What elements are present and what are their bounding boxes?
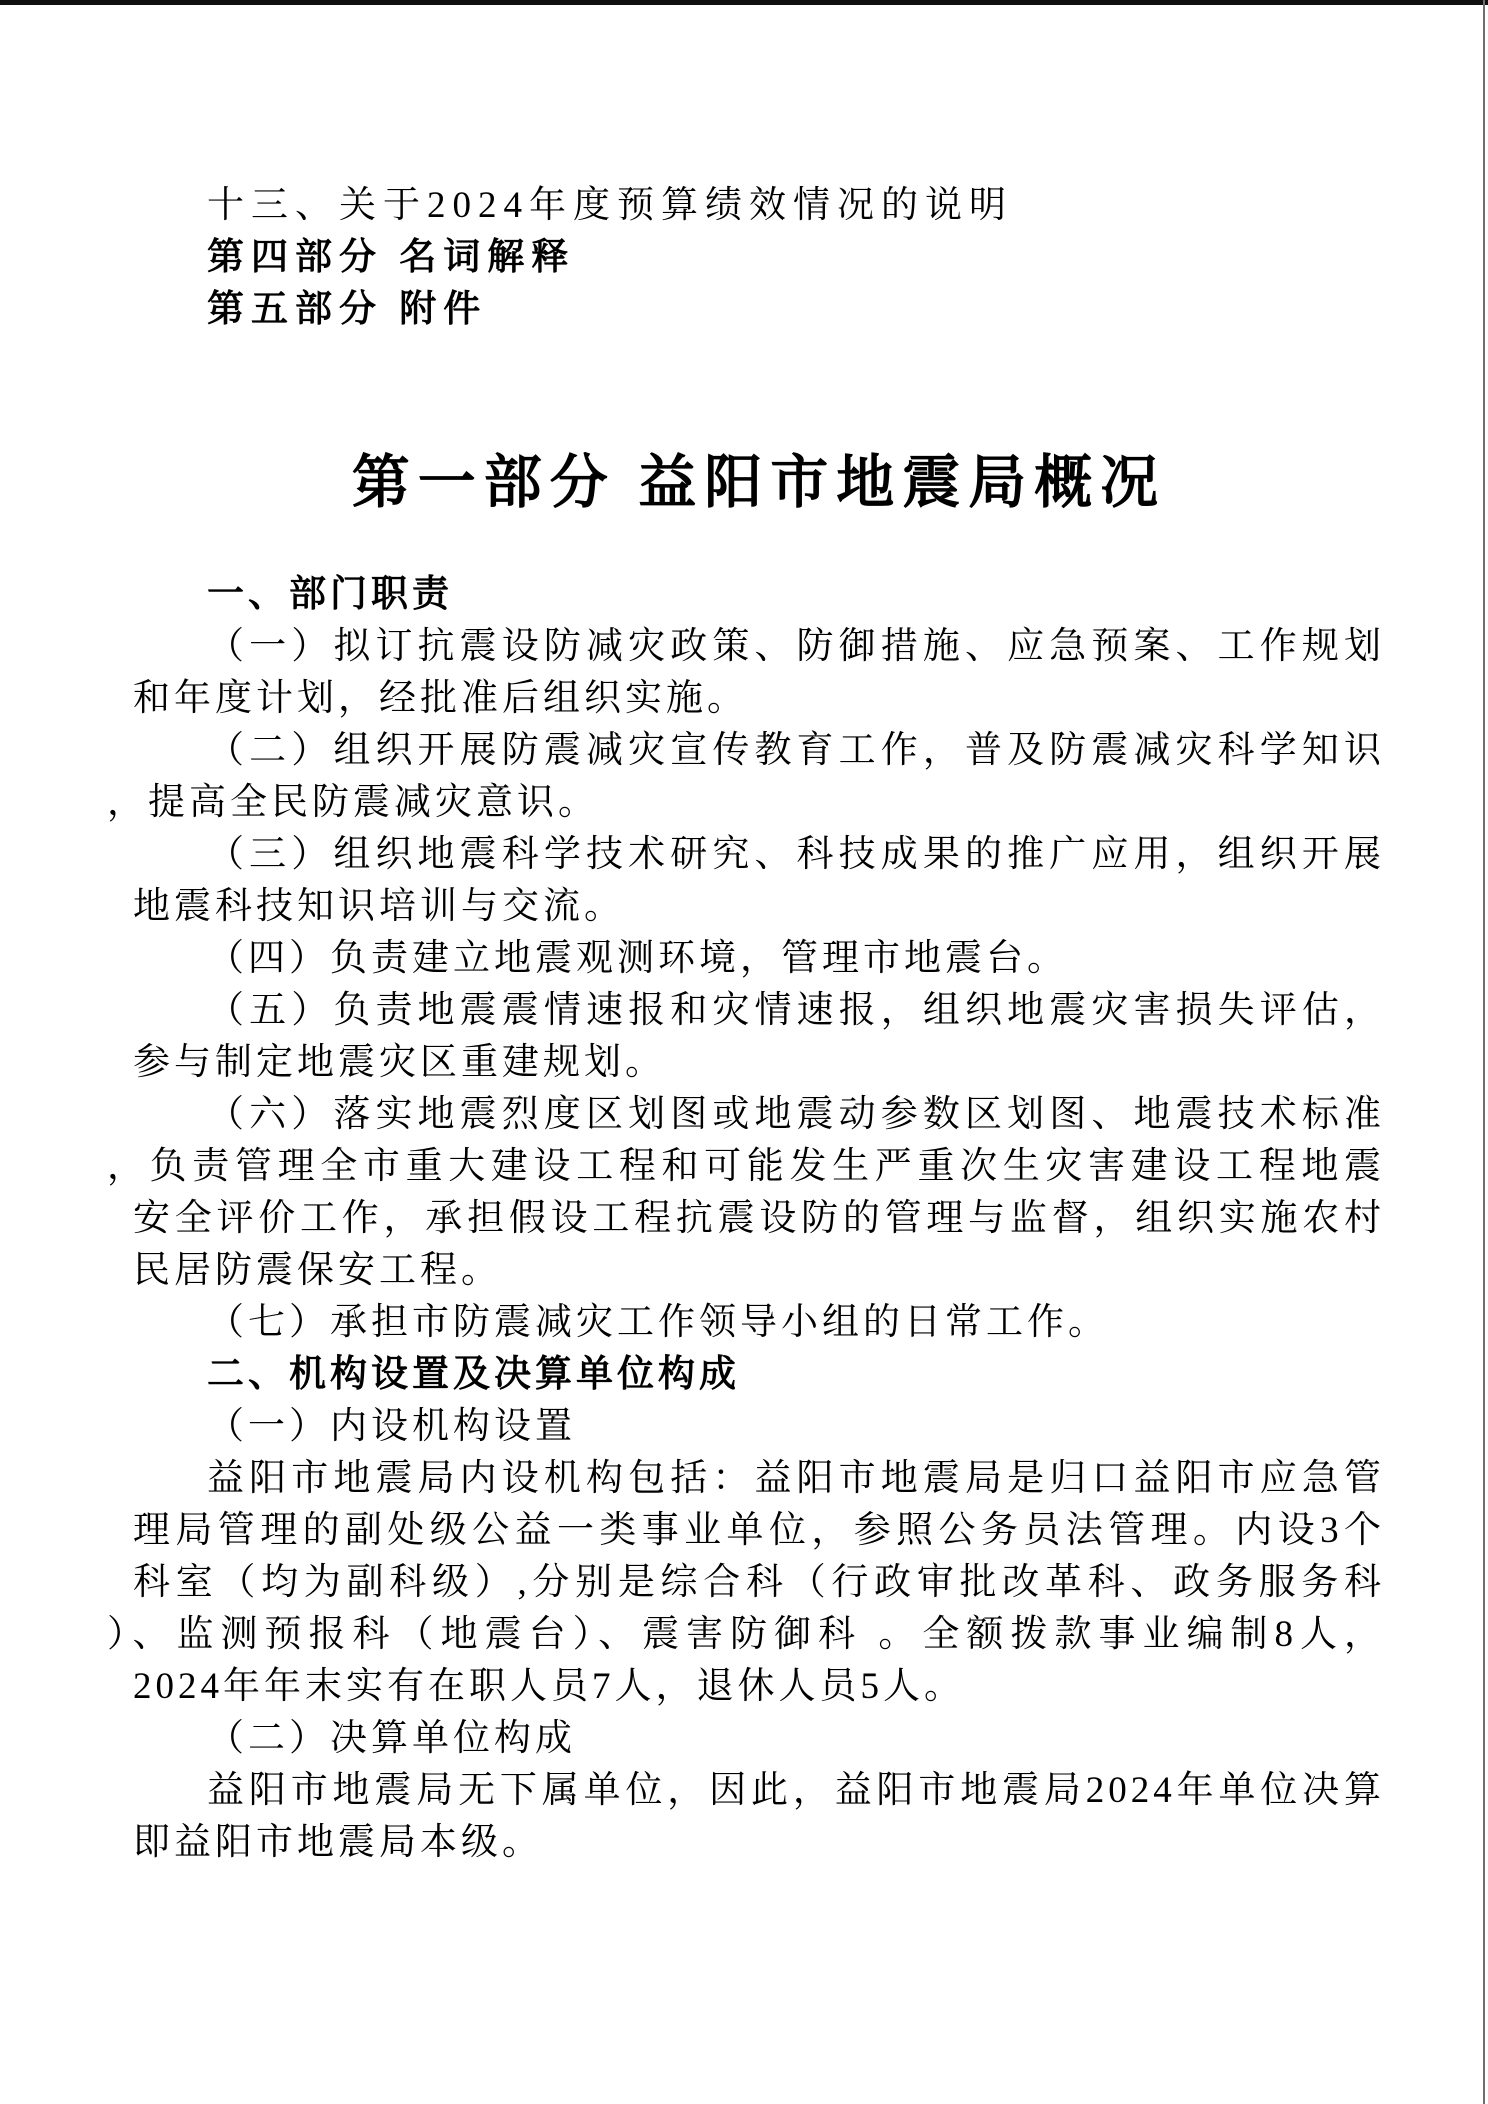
text-line: 科室（均为副科级）,分别是综合科（行政审批改革科、政务服务科 [133, 1562, 1385, 1603]
page-edge-top-bar [0, 0, 1488, 5]
text-line: （五）负责地震震情速报和灾情速报，组织地震灾害损失评估， [207, 990, 1385, 1031]
text-line: 民居防震保安工程。 [133, 1250, 502, 1291]
text-line: （七）承担市防震减灾工作领导小组的日常工作。 [207, 1302, 1109, 1343]
text-line: （二）决算单位构成 [207, 1718, 576, 1759]
text-line: （二）组织开展防震减灾宣传教育工作，普及防震减灾科学知识 [207, 730, 1385, 771]
page-edge-right-line [1483, 0, 1485, 2104]
text-line: ）、监测预报科（地震台）、震害防御科 。全额拨款事业编制8人， [107, 1614, 1385, 1655]
text-line: 参与制定地震灾区重建规划。 [133, 1042, 666, 1083]
heading-line: 一、部门职责 [207, 574, 453, 615]
text-line: （六）落实地震烈度区划图或地震动参数区划图、地震技术标准 [207, 1094, 1385, 1135]
section-title: 第一部分 益阳市地震局概况 [351, 450, 1167, 515]
text-line: （四）负责建立地震观测环境，管理市地震台。 [207, 938, 1068, 979]
text-line: 益阳市地震局无下属单位，因此，益阳市地震局2024年单位决算 [207, 1770, 1385, 1811]
text-line: （三）组织地震科学技术研究、科技成果的推广应用，组织开展 [207, 834, 1385, 875]
toc-line: 十三、关于2024年度预算绩效情况的说明 [207, 185, 1013, 226]
body-text-block [107, 569, 1385, 1869]
text-line: （一）拟订抗震设防减灾政策、防御措施、应急预案、工作规划 [207, 626, 1385, 667]
toc-heading-line: 第五部分 附件 [207, 289, 488, 330]
heading-line: 二、机构设置及决算单位构成 [207, 1354, 740, 1395]
text-line: 地震科技知识培训与交流。 [133, 886, 625, 927]
text-line: 即益阳市地震局本级。 [133, 1822, 543, 1863]
toc-tail-block [133, 180, 1385, 336]
text-line: （一）内设机构设置 [207, 1406, 576, 1447]
text-line: 益阳市地震局内设机构包括：益阳市地震局是归口益阳市应急管 [207, 1458, 1385, 1499]
text-line: 和年度计划，经批准后组织实施。 [133, 678, 748, 719]
toc-heading-line: 第四部分 名词解释 [207, 237, 576, 278]
text-line: 理局管理的副处级公益一类事业单位，参照公务员法管理。内设3个 [133, 1510, 1385, 1551]
text-line: 2024年年末实有在职人员7人，退休人员5人。 [133, 1666, 965, 1707]
text-line: 安全评价工作，承担假设工程抗震设防的管理与监督，组织实施农村 [133, 1198, 1385, 1239]
text-line: ，负责管理全市重大建设工程和可能发生严重次生灾害建设工程地震 [107, 1146, 1385, 1187]
text-line: ，提高全民防震减灾意识。 [107, 782, 599, 823]
